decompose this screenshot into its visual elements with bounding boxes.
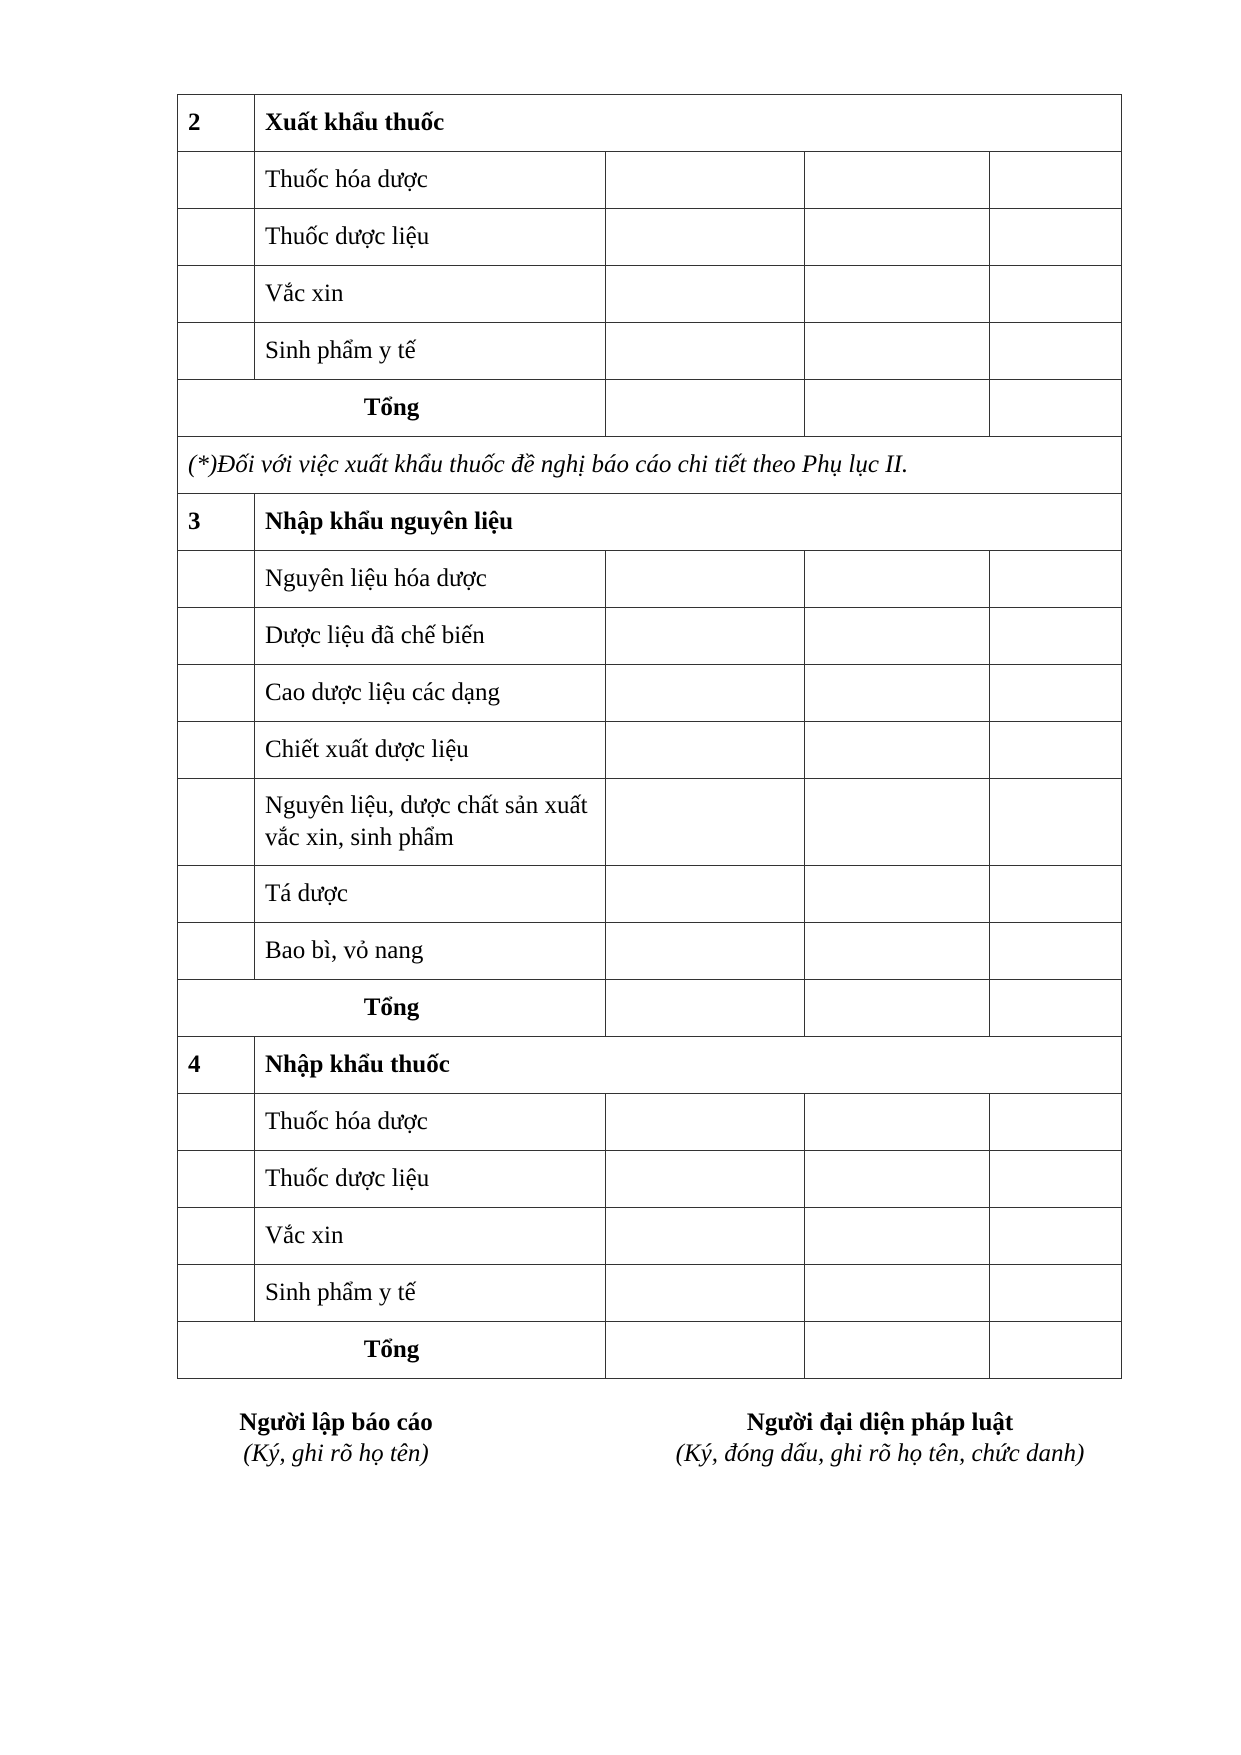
table-row (178, 1094, 1122, 1151)
value-cell (990, 866, 1122, 923)
value-cell (606, 1322, 805, 1379)
value-cell (805, 779, 990, 866)
item-label: Sinh phẩm y tế (255, 323, 606, 380)
item-label: Bao bì, vỏ nang (255, 923, 606, 980)
section-number: 2 (178, 95, 255, 152)
item-label: Thuốc dược liệu (255, 209, 606, 266)
table-row (178, 266, 1122, 323)
table-row (178, 209, 1122, 266)
item-label: Nguyên liệu, dược chất sản xuất vắc xin, sinh phẩm (255, 779, 606, 866)
value-cell (606, 980, 805, 1037)
value-cell (990, 608, 1122, 665)
value-cell (805, 551, 990, 608)
item-label: Thuốc hóa dược (255, 1094, 606, 1151)
legal-rep-subtitle: (Ký, đóng dấu, ghi rõ họ tên, chức danh) (675, 1440, 1085, 1467)
value-cell (990, 323, 1122, 380)
value-cell (606, 608, 805, 665)
value-cell (805, 266, 990, 323)
value-cell (606, 722, 805, 779)
value-cell (990, 1208, 1122, 1265)
legal-rep-signature (620, 1407, 1140, 1469)
section-header-row (178, 95, 1122, 152)
section-header-row (178, 1037, 1122, 1094)
total-row (178, 1322, 1122, 1379)
value-cell (990, 923, 1122, 980)
value-cell (990, 980, 1122, 1037)
value-cell (606, 665, 805, 722)
value-cell (606, 1094, 805, 1151)
value-cell (805, 722, 990, 779)
value-cell (606, 1265, 805, 1322)
total-label: Tổng (178, 380, 606, 437)
section-number: 4 (178, 1037, 255, 1094)
table-row (178, 779, 1122, 866)
value-cell (606, 209, 805, 266)
value-cell (606, 551, 805, 608)
table-row (178, 323, 1122, 380)
preparer-subtitle: (Ký, ghi rõ họ tên) (243, 1440, 429, 1467)
report-table (177, 94, 1122, 1379)
value-cell (606, 323, 805, 380)
preparer-signature (176, 1407, 496, 1469)
item-label: Thuốc hóa dược (255, 152, 606, 209)
value-cell (990, 152, 1122, 209)
total-label: Tổng (178, 980, 606, 1037)
value-cell (606, 266, 805, 323)
table-row (178, 665, 1122, 722)
section-title: Nhập khẩu thuốc (255, 1037, 1122, 1094)
item-label: Sinh phẩm y tế (255, 1265, 606, 1322)
value-cell (606, 866, 805, 923)
table-row (178, 1208, 1122, 1265)
value-cell (990, 380, 1122, 437)
table-row (178, 1265, 1122, 1322)
section-number: 3 (178, 494, 255, 551)
value-cell (990, 1094, 1122, 1151)
value-cell (990, 1151, 1122, 1208)
total-row (178, 380, 1122, 437)
item-label: Tá dược (255, 866, 606, 923)
value-cell (990, 209, 1122, 266)
value-cell (606, 380, 805, 437)
value-cell (990, 1322, 1122, 1379)
value-cell (805, 608, 990, 665)
item-label: Cao dược liệu các dạng (255, 665, 606, 722)
value-cell (805, 980, 990, 1037)
value-cell (990, 779, 1122, 866)
value-cell (606, 779, 805, 866)
table-row (178, 722, 1122, 779)
value-cell (805, 1094, 990, 1151)
section-header-row (178, 494, 1122, 551)
item-label: Vắc xin (255, 266, 606, 323)
table-row (178, 923, 1122, 980)
value-cell (805, 323, 990, 380)
value-cell (990, 722, 1122, 779)
item-label: Chiết xuất dược liệu (255, 722, 606, 779)
value-cell (990, 551, 1122, 608)
value-cell (805, 665, 990, 722)
export-note: (*)Đối với việc xuất khẩu thuốc đề nghị báo cáo chi tiết theo Phụ lục II. (178, 437, 1122, 494)
value-cell (990, 1265, 1122, 1322)
table-row (178, 608, 1122, 665)
table-row (178, 152, 1122, 209)
item-label: Nguyên liệu hóa dược (255, 551, 606, 608)
value-cell (606, 923, 805, 980)
table-row (178, 866, 1122, 923)
section-title: Nhập khẩu nguyên liệu (255, 494, 1122, 551)
value-cell (805, 380, 990, 437)
value-cell (805, 1322, 990, 1379)
value-cell (805, 209, 990, 266)
value-cell (805, 1151, 990, 1208)
value-cell (990, 266, 1122, 323)
value-cell (805, 1208, 990, 1265)
item-label: Thuốc dược liệu (255, 1151, 606, 1208)
total-label: Tổng (178, 1322, 606, 1379)
item-label: Vắc xin (255, 1208, 606, 1265)
value-cell (805, 923, 990, 980)
section-title: Xuất khẩu thuốc (255, 95, 1122, 152)
value-cell (606, 1208, 805, 1265)
legal-rep-title: Người đại diện pháp luật (746, 1409, 1014, 1436)
value-cell (805, 1265, 990, 1322)
total-row (178, 980, 1122, 1037)
note-row (178, 437, 1122, 494)
value-cell (805, 152, 990, 209)
value-cell (990, 665, 1122, 722)
table-row (178, 1151, 1122, 1208)
item-label: Dược liệu đã chế biến (255, 608, 606, 665)
value-cell (606, 152, 805, 209)
preparer-title: Người lập báo cáo (239, 1409, 433, 1436)
value-cell (606, 1151, 805, 1208)
table-row (178, 551, 1122, 608)
value-cell (805, 866, 990, 923)
